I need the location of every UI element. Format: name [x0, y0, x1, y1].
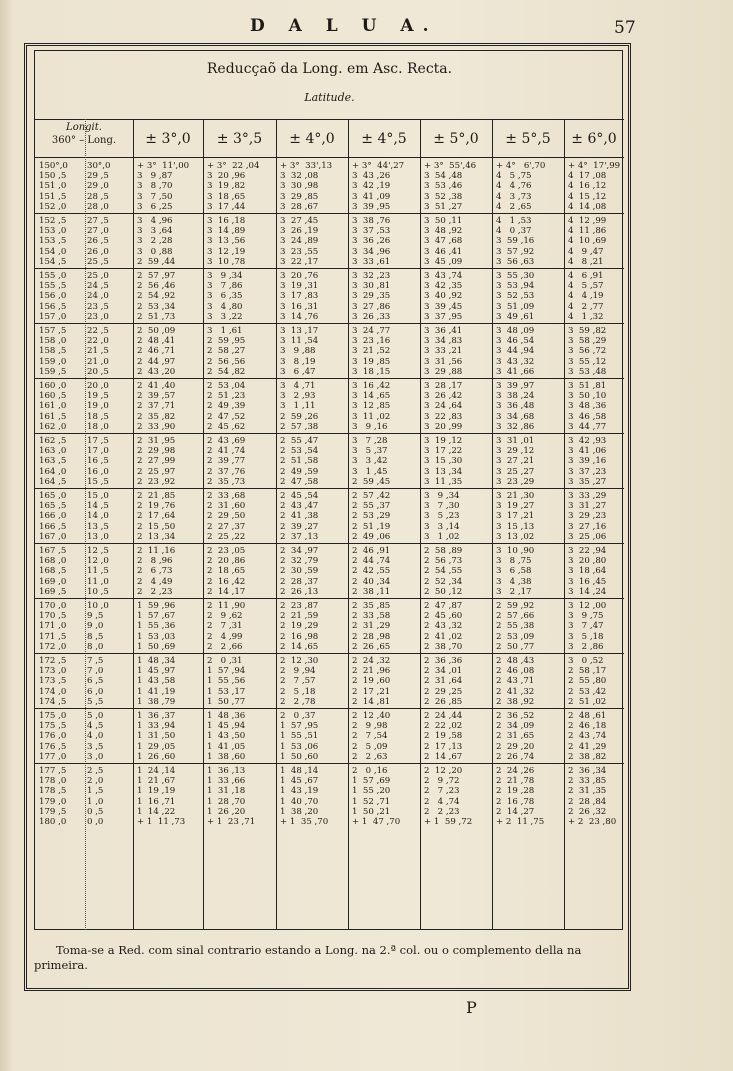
reduction-value-cell: 3 21 ,30 3 19 ,27 3 17 ,21 3 15 ,13 3 13 ,02 [496, 491, 535, 542]
reduction-value-cell: 2 24 ,44 2 22 ,02 2 19 ,58 2 17 ,13 2 14 ,67 [424, 711, 463, 762]
column-head-latitude: ± 3°,0 [145, 131, 191, 147]
reduction-value-cell: 2 48 ,61 2 46 ,18 2 43 ,74 2 41 ,29 2 38 ,82 [568, 711, 607, 762]
reduction-value-cell: 2 55 ,47 2 53 ,54 2 51 ,58 2 49 ,59 2 47 ,58 [280, 436, 319, 487]
block-rule [35, 543, 624, 544]
reduction-value-cell: 3 7 ,28 3 5 ,37 3 3 ,42 3 1 ,45 2 59 ,45 [352, 436, 391, 487]
longitude-cell: 165 ,0 165 ,5 166 ,0 166 ,5 167 ,0 [39, 491, 67, 542]
reduction-value-cell: 3 43 ,74 3 42 ,35 3 40 ,92 3 39 ,45 3 37 ,95 [424, 271, 463, 322]
reduction-value-cell: 3 36 ,41 3 34 ,83 3 33 ,21 3 31 ,56 3 29 ,88 [424, 326, 463, 377]
reduction-value-cell: + 3° 44',27 3 43 ,26 3 42 ,19 3 41 ,09 3 39 ,95 [352, 161, 405, 212]
reduction-value-cell: 3 1 ,61 2 59 ,95 2 58 ,27 2 56 ,56 2 54 ,82 [207, 326, 246, 377]
block-rule [35, 433, 624, 434]
reduction-value-cell: 4 6 ,91 4 5 ,57 4 4 ,19 4 2 ,77 4 1 ,32 [568, 271, 604, 322]
block-rule [35, 268, 624, 269]
reduction-value-cell: 2 0 ,37 1 57 ,95 1 55 ,51 1 53 ,06 1 50 ,60 [280, 711, 319, 762]
reduction-value-cell: + 3° 33',13 3 32 ,08 3 30 ,98 3 29 ,85 3 28 ,67 [280, 161, 333, 212]
running-title: D A L U A. [250, 16, 438, 36]
longitude-column-header [35, 121, 133, 147]
complement-cell: 30°,0 29 ,5 29 ,0 28 ,5 28 ,0 [87, 161, 111, 212]
reduction-value-cell: 2 53 ,04 2 51 ,23 2 49 ,39 2 47 ,52 2 45 ,62 [207, 381, 246, 432]
reduction-value-cell: 1 36 ,37 1 33 ,94 1 31 ,50 1 29 ,05 1 26 ,60 [137, 711, 176, 762]
reduction-value-cell: 2 11 ,16 2 8 ,96 2 6 ,73 2 4 ,49 2 2 ,23 [137, 546, 176, 597]
reduction-value-cell: 2 31 ,95 2 29 ,98 2 27 ,99 2 25 ,97 2 23 ,92 [137, 436, 176, 487]
reduction-value-cell: 1 48 ,34 1 45 ,97 1 43 ,58 1 41 ,19 1 38 ,79 [137, 656, 176, 707]
table-title: Reducçaõ da Long. em Asc. Recta. [206, 61, 453, 77]
reduction-value-cell: 3 20 ,76 3 19 ,31 3 17 ,83 3 16 ,31 3 14 ,76 [280, 271, 319, 322]
reduction-value-cell: 4 12 ,99 4 11 ,86 4 10 ,69 4 9 ,47 4 8 ,21 [568, 216, 607, 267]
reduction-value-cell: 2 24 ,32 2 21 ,96 2 19 ,60 2 17 ,21 2 14 ,81 [352, 656, 391, 707]
reduction-value-cell: 2 33 ,68 2 31 ,60 2 29 ,50 2 27 ,37 2 25 ,22 [207, 491, 246, 542]
reduction-value-cell: 2 50 ,09 2 48 ,41 2 46 ,71 2 44 ,97 2 43 ,20 [137, 326, 176, 377]
reduction-value-cell: + 3° 55',46 3 54 ,48 3 53 ,46 3 52 ,38 3 51 ,27 [424, 161, 477, 212]
reduction-value-cell: 3 22 ,94 3 20 ,80 3 18 ,64 3 16 ,45 3 14 ,24 [568, 546, 607, 597]
reduction-value-cell: 3 59 ,82 3 58 ,29 3 56 ,72 3 55 ,12 3 53 ,48 [568, 326, 607, 377]
reduction-value-cell: 2 58 ,89 2 56 ,73 2 54 ,55 2 52 ,34 2 50 ,12 [424, 546, 463, 597]
reduction-value-cell: 2 21 ,85 2 19 ,76 2 17 ,64 2 15 ,50 2 13 ,34 [137, 491, 176, 542]
complement-cell: 12 ,5 12 ,0 11 ,5 11 ,0 10 ,5 [87, 546, 109, 597]
block-rule [35, 708, 624, 709]
block-rule [35, 213, 624, 214]
longitude-cell: 167 ,5 168 ,0 168 ,5 169 ,0 169 ,5 [39, 546, 67, 597]
reduction-value-cell: 3 33 ,29 3 31 ,27 3 29 ,23 3 27 ,16 3 25 ,06 [568, 491, 607, 542]
longitude-cell: 155 ,0 155 ,5 156 ,0 156 ,5 157 ,0 [39, 271, 67, 322]
reduction-value-cell: 2 57 ,97 2 56 ,46 2 54 ,92 2 53 ,34 2 51 ,73 [137, 271, 176, 322]
reduction-value-cell: 3 31 ,01 3 29 ,12 3 27 ,21 3 25 ,27 3 23 ,29 [496, 436, 535, 487]
reduction-value-cell: 2 45 ,54 2 43 ,47 2 41 ,38 2 39 ,27 2 37 ,13 [280, 491, 319, 542]
reduction-value-cell: 3 39 ,97 3 38 ,24 3 36 ,48 3 34 ,68 3 32 ,86 [496, 381, 535, 432]
reduction-value-cell: 2 11 ,90 2 9 ,62 2 7 ,31 2 4 ,99 2 2 ,66 [207, 601, 246, 652]
reduction-value-cell: 2 0 ,31 1 57 ,94 1 55 ,56 1 53 ,17 1 50 ,77 [207, 656, 246, 707]
reduction-value-cell: 2 23 ,05 2 20 ,86 2 18 ,65 2 16 ,42 2 14 ,17 [207, 546, 246, 597]
reduction-value-cell: 3 48 ,09 3 46 ,54 3 44 ,94 3 43 ,32 3 41 ,66 [496, 326, 535, 377]
reduction-value-cell: 2 0 ,16 1 57 ,69 1 55 ,20 1 52 ,71 1 50 ,21 + 1 47 ,70 [352, 766, 401, 828]
column-head-latitude: ± 4°,0 [289, 131, 335, 147]
reduction-value-cell: 2 59 ,92 2 57 ,66 2 55 ,38 2 53 ,09 2 50 ,77 [496, 601, 535, 652]
block-rule [35, 378, 624, 379]
reduction-value-cell: 3 24 ,77 3 23 ,16 3 21 ,52 3 19 ,85 3 18 ,15 [352, 326, 391, 377]
reduction-value-cell: 2 24 ,26 2 21 ,78 2 19 ,28 2 16 ,78 2 14 ,27 + 2 11 ,75 [496, 766, 545, 828]
reduction-value-cell: 2 47 ,87 2 45 ,60 2 43 ,32 2 41 ,02 2 38 ,70 [424, 601, 463, 652]
table-subtitle: Latitude. [304, 91, 355, 104]
reduction-value-cell: 3 27 ,45 3 26 ,19 3 24 ,89 3 23 ,55 3 22 ,17 [280, 216, 319, 267]
reduction-value-cell: + 4° 6',70 4 5 ,75 4 4 ,76 4 3 ,73 4 2 ,65 [496, 161, 546, 212]
reduction-value-cell: 2 36 ,52 2 34 ,09 2 31 ,65 2 29 ,20 2 26 ,74 [496, 711, 535, 762]
block-rule [35, 488, 624, 489]
column-rule [133, 119, 134, 930]
reduction-value-cell: 1 59 ,96 1 57 ,67 1 55 ,36 1 53 ,03 1 50 ,69 [137, 601, 176, 652]
reduction-value-cell: 3 9 ,34 3 7 ,30 3 5 ,23 3 3 ,14 3 1 ,02 [424, 491, 460, 542]
reduction-table [34, 50, 623, 930]
reduction-value-cell: + 3° 11',00 3 9 ,87 3 8 ,70 3 7 ,50 3 6 ,25 [137, 161, 190, 212]
signature-mark: P [466, 998, 477, 1017]
longitude-cell: 160 ,0 160 ,5 161 ,0 161 ,5 162 ,0 [39, 381, 67, 432]
reduction-value-cell: 3 50 ,11 3 48 ,92 3 47 ,68 3 46 ,41 3 45 ,09 [424, 216, 463, 267]
reduction-value-cell: 3 55 ,30 3 53 ,94 3 52 ,53 3 51 ,09 3 49 ,61 [496, 271, 535, 322]
running-head [0, 16, 733, 44]
header-bottom-rule [35, 157, 624, 158]
column-head-latitude: ± 3°,5 [216, 131, 263, 147]
footer-note: Toma-se a Red. com sinal contrario estando a Long. na 2.ª col. ou o complemento della na primeira. [34, 943, 582, 972]
complement-cell: 7 ,5 7 ,0 6 ,5 6 ,0 5 ,5 [87, 656, 104, 707]
longitude-cell: 170 ,0 170 ,5 171 ,0 171 ,5 172 ,0 [39, 601, 67, 652]
header-top-rule [35, 119, 624, 120]
reduction-value-cell: 3 38 ,76 3 37 ,53 3 36 ,26 3 34 ,96 3 33 ,61 [352, 216, 391, 267]
reduction-value-cell: 3 4 ,96 3 3 ,64 3 2 ,28 3 0 ,88 2 59 ,44 [137, 216, 176, 267]
longitude-cell: 172 ,5 173 ,0 173 ,5 174 ,0 174 ,5 [39, 656, 67, 707]
reduction-value-cell: 2 35 ,85 2 33 ,58 2 31 ,29 2 28 ,98 2 26 ,65 [352, 601, 391, 652]
reduction-value-cell: 2 12 ,30 2 9 ,94 2 7 ,57 2 5 ,18 2 2 ,78 [280, 656, 319, 707]
longit-label: Longit. [66, 122, 102, 133]
longitude-cell: 157 ,5 158 ,0 158 ,5 159 ,0 159 ,5 [39, 326, 67, 377]
reduction-value-cell: 3 42 ,93 3 41 ,06 3 39 ,16 3 37 ,23 3 35 ,27 [568, 436, 607, 487]
reduction-value-cell: 3 10 ,90 3 8 ,75 3 6 ,58 3 4 ,38 3 2 ,17 [496, 546, 535, 597]
longitude-cell: 177 ,5 178 ,0 178 ,5 179 ,0 179 ,5 180 ,0 [39, 766, 67, 828]
block-rule [35, 323, 624, 324]
reduction-value-cell: + 3° 22 ,04 3 20 ,96 3 19 ,82 3 18 ,65 3 17 ,44 [207, 161, 260, 212]
complement-cell: 17 ,5 17 ,0 16 ,5 16 ,0 15 ,5 [87, 436, 109, 487]
reduction-value-cell: 3 13 ,17 3 11 ,54 3 9 ,88 3 8 ,19 3 6 ,47 [280, 326, 319, 377]
block-rule [35, 653, 624, 654]
reduction-value-cell: 3 12 ,00 3 9 ,75 3 7 ,47 3 5 ,18 3 2 ,86 [568, 601, 607, 652]
longit-separator [85, 119, 86, 930]
block-rule [35, 598, 624, 599]
reduction-value-cell: 1 48 ,14 1 45 ,67 1 43 ,19 1 40 ,70 1 38 ,20 + 1 35 ,70 [280, 766, 329, 828]
longitude-cell: 175 ,0 175 ,5 176 ,0 176 ,5 177 ,0 [39, 711, 67, 762]
reduction-value-cell: 3 16 ,18 3 14 ,89 3 13 ,56 3 12 ,19 3 10 ,78 [207, 216, 246, 267]
reduction-value-cell: 3 16 ,42 3 14 ,65 3 12 ,85 3 11 ,02 3 9 ,16 [352, 381, 391, 432]
reduction-value-cell: 2 46 ,91 2 44 ,74 2 42 ,55 2 40 ,34 2 38 ,11 [352, 546, 391, 597]
complement-cell: 5 ,0 4 ,5 4 ,0 3 ,5 3 ,0 [87, 711, 104, 762]
reduction-value-cell: 2 34 ,97 2 32 ,79 2 30 ,59 2 28 ,37 2 26 ,13 [280, 546, 319, 597]
reduction-value-cell: 1 48 ,36 1 45 ,94 1 43 ,50 1 41 ,05 1 38 ,60 [207, 711, 246, 762]
reduction-value-cell: 3 19 ,12 3 17 ,22 3 15 ,30 3 13 ,34 3 11 ,35 [424, 436, 463, 487]
longitude-cell: 152 ,5 153 ,0 153 ,5 154 ,0 154 ,5 [39, 216, 67, 267]
reduction-value-cell: 4 1 ,53 4 0 ,37 3 59 ,16 3 57 ,92 3 56 ,63 [496, 216, 535, 267]
complement-cell: 2 ,5 2 ,0 1 ,5 1 ,0 0 ,5 0 ,0 [87, 766, 104, 828]
reduction-value-cell: 2 43 ,69 2 41 ,74 2 39 ,77 2 37 ,76 2 35 ,73 [207, 436, 246, 487]
column-head-latitude: ± 6°,0 [571, 131, 617, 147]
reduction-value-cell: 2 36 ,34 2 33 ,85 2 31 ,35 2 28 ,84 2 26 ,32 + 2 23 ,80 [568, 766, 617, 828]
reduction-value-cell: 1 24 ,14 1 21 ,67 1 19 ,19 1 16 ,71 1 14 ,22 + 1 11 ,73 [137, 766, 186, 828]
complement-cell: 20 ,0 19 ,5 19 ,0 18 ,5 18 ,0 [87, 381, 109, 432]
reduction-value-cell: 3 9 ,34 3 7 ,86 3 6 ,35 3 4 ,80 3 3 ,22 [207, 271, 243, 322]
reduction-value-cell: 1 36 ,13 1 33 ,66 1 31 ,18 1 28 ,70 1 26 ,20 + 1 23 ,71 [207, 766, 256, 828]
longitude-cell: 162 ,5 163 ,0 163 ,5 164 ,0 164 ,5 [39, 436, 67, 487]
reduction-value-cell: 3 32 ,23 3 30 ,81 3 29 ,35 3 27 ,86 3 26 ,33 [352, 271, 391, 322]
reduction-value-cell: 2 48 ,43 2 46 ,08 2 43 ,71 2 41 ,32 2 38 ,92 [496, 656, 535, 707]
reduction-value-cell: 3 28 ,17 3 26 ,42 3 24 ,64 3 22 ,83 3 20 ,99 [424, 381, 463, 432]
longitude-cell: 150°,0 150 ,5 151 ,0 151 ,5 152 ,0 [39, 161, 68, 212]
block-rule [35, 763, 624, 764]
reduction-value-cell: 2 57 ,42 2 55 ,37 2 53 ,29 2 51 ,19 2 49 ,06 [352, 491, 391, 542]
reduction-value-cell: 3 0 ,52 2 58 ,17 2 55 ,80 2 53 ,42 2 51 ,02 [568, 656, 607, 707]
reduction-value-cell: 2 23 ,87 2 21 ,59 2 19 ,29 2 16 ,98 2 14 ,65 [280, 601, 319, 652]
reduction-value-cell: + 4° 17',99 4 17 ,08 4 16 ,12 4 15 ,12 4 14 ,08 [568, 161, 621, 212]
complement-label: 360° – Long. [51, 135, 117, 146]
complement-cell: 22 ,5 22 ,0 21 ,5 21 ,0 20 ,5 [87, 326, 109, 377]
reduction-value-cell: 2 12 ,40 2 9 ,98 2 7 ,54 2 5 ,09 2 2 ,63 [352, 711, 391, 762]
reduction-value-cell: 3 4 ,71 3 2 ,93 3 1 ,11 2 59 ,26 2 57 ,38 [280, 381, 319, 432]
reduction-value-cell: 2 36 ,36 2 34 ,01 2 31 ,64 2 29 ,25 2 26 ,85 [424, 656, 463, 707]
complement-cell: 15 ,0 14 ,5 14 ,0 13 ,5 13 ,0 [87, 491, 109, 542]
reduction-value-cell: 2 41 ,40 2 39 ,57 2 37 ,71 2 35 ,82 2 33 ,90 [137, 381, 176, 432]
column-head-latitude: ± 5°,0 [433, 131, 479, 147]
complement-cell: 25 ,0 24 ,5 24 ,0 23 ,5 23 ,0 [87, 271, 109, 322]
page-number: 57 [614, 18, 636, 38]
complement-cell: 10 ,0 9 ,5 9 ,0 8 ,5 8 ,0 [87, 601, 109, 652]
reduction-value-cell: 3 51 ,81 3 50 ,10 3 48 ,36 3 46 ,58 3 44 ,77 [568, 381, 607, 432]
complement-cell: 27 ,5 27 ,0 26 ,5 26 ,0 25 ,5 [87, 216, 109, 267]
reduction-value-cell: 2 12 ,20 2 9 ,72 2 7 ,23 2 4 ,74 2 2 ,23 + 1 59 ,72 [424, 766, 473, 828]
column-head-latitude: ± 5°,5 [505, 131, 551, 147]
column-head-latitude: ± 4°,5 [361, 131, 407, 147]
